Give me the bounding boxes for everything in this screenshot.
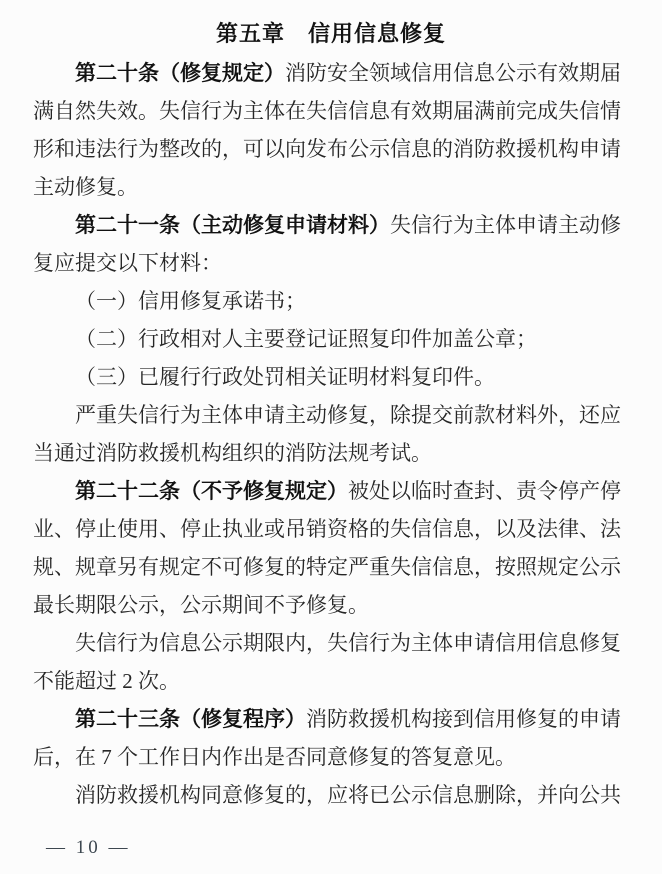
body-text: 被处以临时查封、责令停产停 [348, 479, 621, 503]
body-text: 失信行为主体申请主动修 [390, 213, 621, 237]
text-line [33, 130, 629, 168]
article-heading: 第二十一条（主动修复申请材料） [75, 214, 390, 237]
text-line [33, 510, 629, 548]
body-text: 业、停止使用、停止执业或吊销资格的失信信息，以及法律、法 [33, 517, 621, 541]
text-line [33, 396, 629, 434]
text-line [33, 244, 629, 282]
body-text: 最长期限公示，公示期间不予修复。 [33, 593, 369, 617]
text-line [33, 738, 629, 776]
body-text: 失信行为信息公示期限内，失信行为主体申请信用信息修复 [75, 631, 621, 655]
body-text: 消防救援机构同意修复的，应将已公示信息删除，并向公共 [75, 783, 621, 807]
text-line [33, 586, 629, 624]
article-heading: 第二十三条（修复程序） [75, 708, 306, 731]
body-text: 严重失信行为主体申请主动修复，除提交前款材料外，还应 [75, 403, 621, 427]
body-text: 主动修复。 [33, 175, 138, 199]
text-line [33, 206, 629, 244]
text-line [33, 434, 629, 472]
body-text: （一）信用修复承诺书； [75, 289, 306, 313]
text-line [33, 776, 629, 814]
text-line [33, 700, 629, 738]
text-line [33, 662, 629, 700]
text-line [33, 624, 629, 662]
text-line [33, 92, 629, 130]
body-text: 消防安全领域信用信息公示有效期届 [285, 61, 621, 85]
body-text: 不能超过 2 次。 [33, 669, 180, 693]
text-line [33, 54, 629, 92]
article-heading: 第二十条（修复规定） [75, 62, 285, 85]
page-number: — 10 — [46, 837, 131, 858]
text-line-list-item [33, 358, 629, 396]
text-line [33, 472, 629, 510]
body-text: 规、规章另有规定不可修复的特定严重失信信息，按照规定公示 [33, 555, 621, 579]
chapter-title: 第五章 信用信息修复 [215, 21, 446, 46]
article-heading: 第二十二条（不予修复规定） [75, 480, 348, 503]
text-line [33, 548, 629, 586]
body-text: （二）行政相对人主要登记证照复印件加盖公章； [75, 327, 537, 351]
text-line-list-item [33, 282, 629, 320]
text-line-list-item [33, 320, 629, 358]
body-text: （三）已履行行政处罚相关证明材料复印件。 [75, 365, 495, 389]
body-text: 形和违法行为整改的，可以向发布公示信息的消防救援机构申请 [33, 137, 621, 161]
body-text: 满自然失效。失信行为主体在失信信息有效期届满前完成失信情 [33, 99, 621, 123]
body-text: 当通过消防救援机构组织的消防法规考试。 [33, 441, 432, 465]
body-text: 复应提交以下材料： [33, 251, 222, 275]
body-text: 消防救援机构接到信用修复的申请 [306, 707, 621, 731]
body-text: 后，在 7 个工作日内作出是否同意修复的答复意见。 [33, 745, 516, 769]
text-line [33, 168, 629, 206]
page-content [33, 14, 629, 814]
